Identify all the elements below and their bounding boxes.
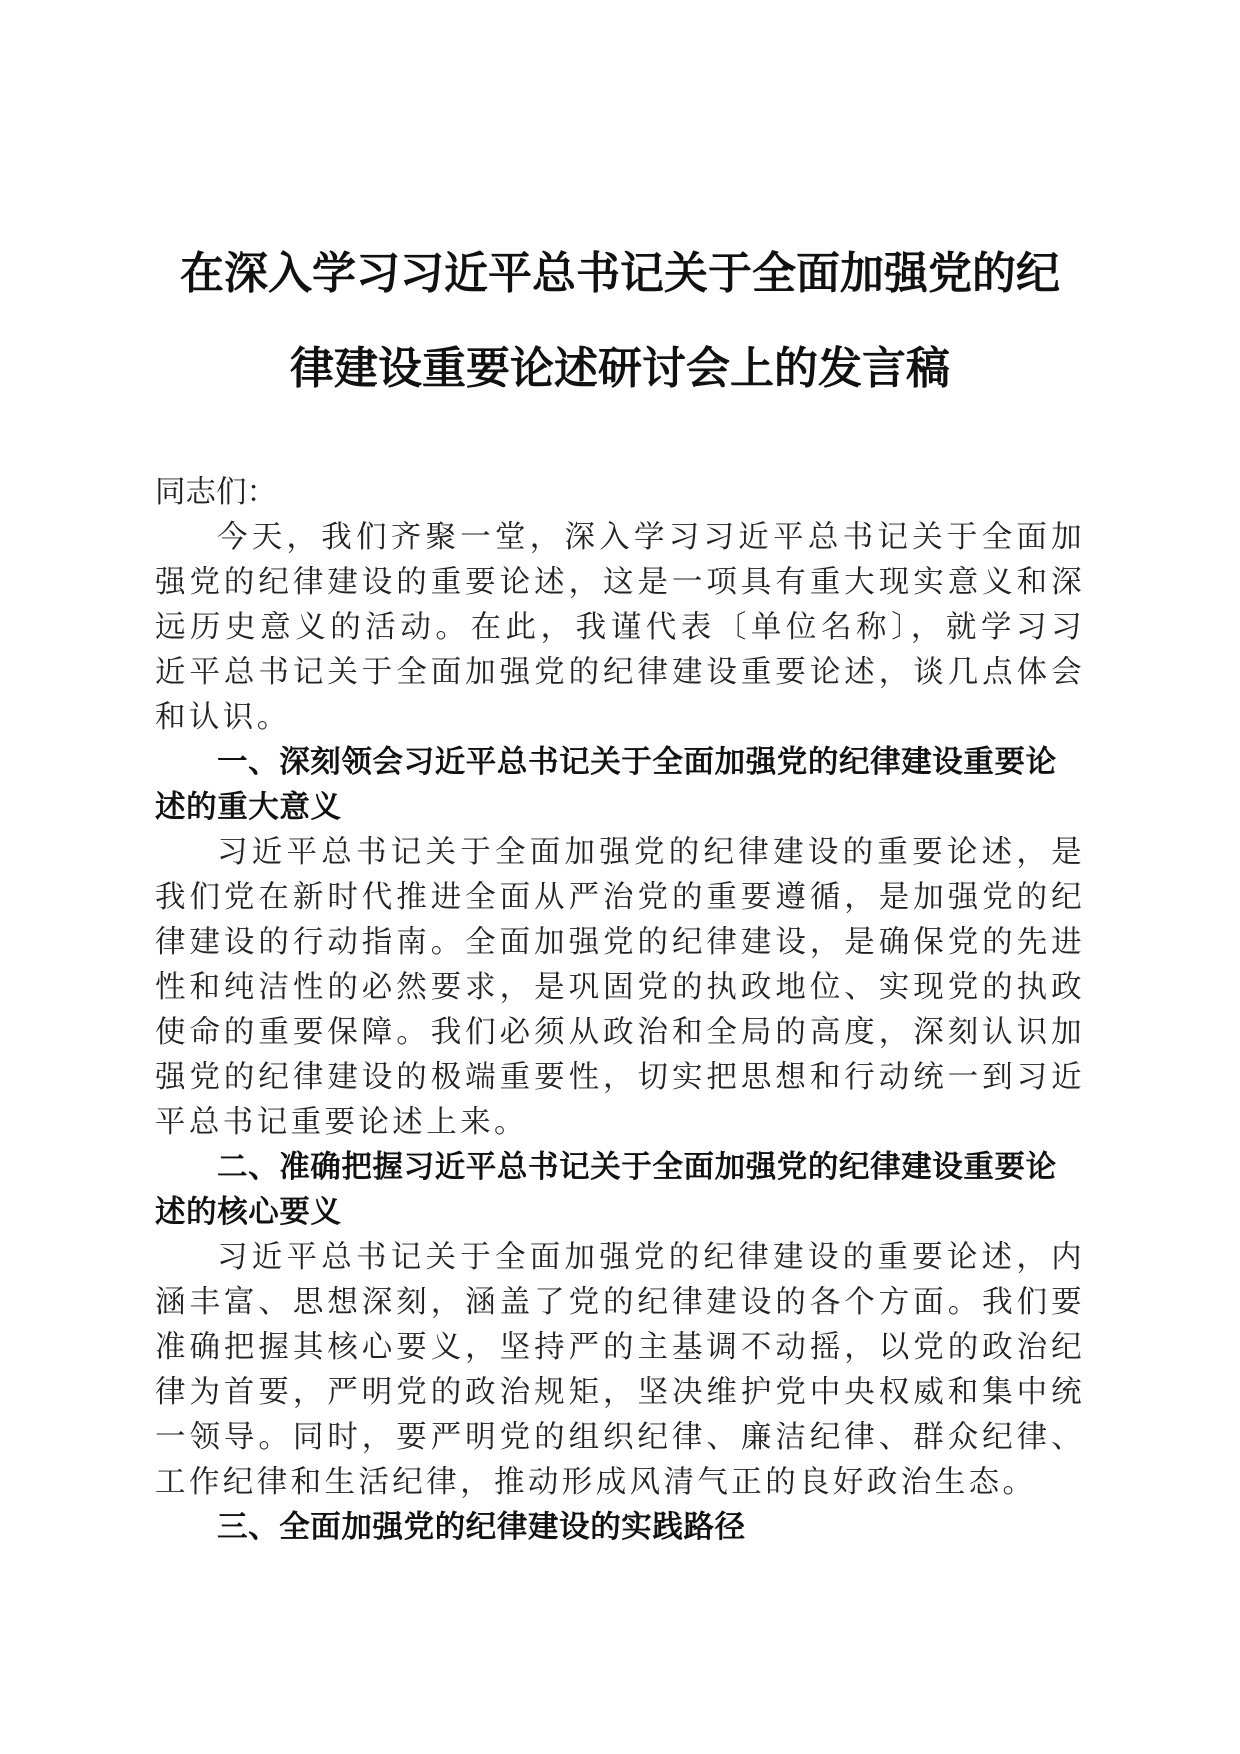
salutation: 同志们： bbox=[155, 475, 277, 510]
section-3-heading: 三、全面加强党的纪律建设的实践路径 bbox=[217, 1510, 746, 1545]
title-line-2: 律建设重要论述研讨会上的发言稿 bbox=[290, 343, 950, 394]
document-body bbox=[155, 470, 1085, 1550]
section-2-heading: 二、准确把握习近平总书记关于全面加强党的纪律建设重要论述的核心要义 bbox=[155, 1150, 1057, 1230]
section-1-paragraph: 习近平总书记关于全面加强党的纪律建设的重要论述，是我们党在新时代推进全面从严治党的重要遵循，是加强党的纪律建设的行动指南。全面加强党的纪律建设，是确保党的先进性和纯洁性的必然要求，是巩固党的执政地位、实现党的执政使命的重要保障。我们必须从政治和全局的高度，深刻认识加强党的纪律建设的极端重要性，切实把思想和行动统一到习近平总书记重要论述上来。 bbox=[155, 835, 1085, 1140]
document-title bbox=[130, 226, 1110, 416]
section-1-heading: 一、深刻领会习近平总书记关于全面加强党的纪律建设重要论述的重大意义 bbox=[155, 745, 1057, 825]
section-2-paragraph: 习近平总书记关于全面加强党的纪律建设的重要论述，内涵丰富、思想深刻，涵盖了党的纪律建设的各个方面。我们要准确把握其核心要义，坚持严的主基调不动摇，以党的政治纪律为首要，严明党的政治规矩，坚决维护党中央权威和集中统一领导。同时，要严明党的组织纪律、廉洁纪律、群众纪律、工作纪律和生活纪律，推动形成风清气正的良好政治生态。 bbox=[155, 1240, 1085, 1500]
title-line-1: 在深入学习习近平总书记关于全面加强党的纪 bbox=[180, 248, 1060, 299]
intro-paragraph: 今天，我们齐聚一堂，深入学习习近平总书记关于全面加强党的纪律建设的重要论述，这是一项具有重大现实意义和深远历史意义的活动。在此，我谨代表〔单位名称〕，就学习习近平总书记关于全面加强党的纪律建设重要论述，谈几点体会和认识。 bbox=[155, 520, 1085, 735]
